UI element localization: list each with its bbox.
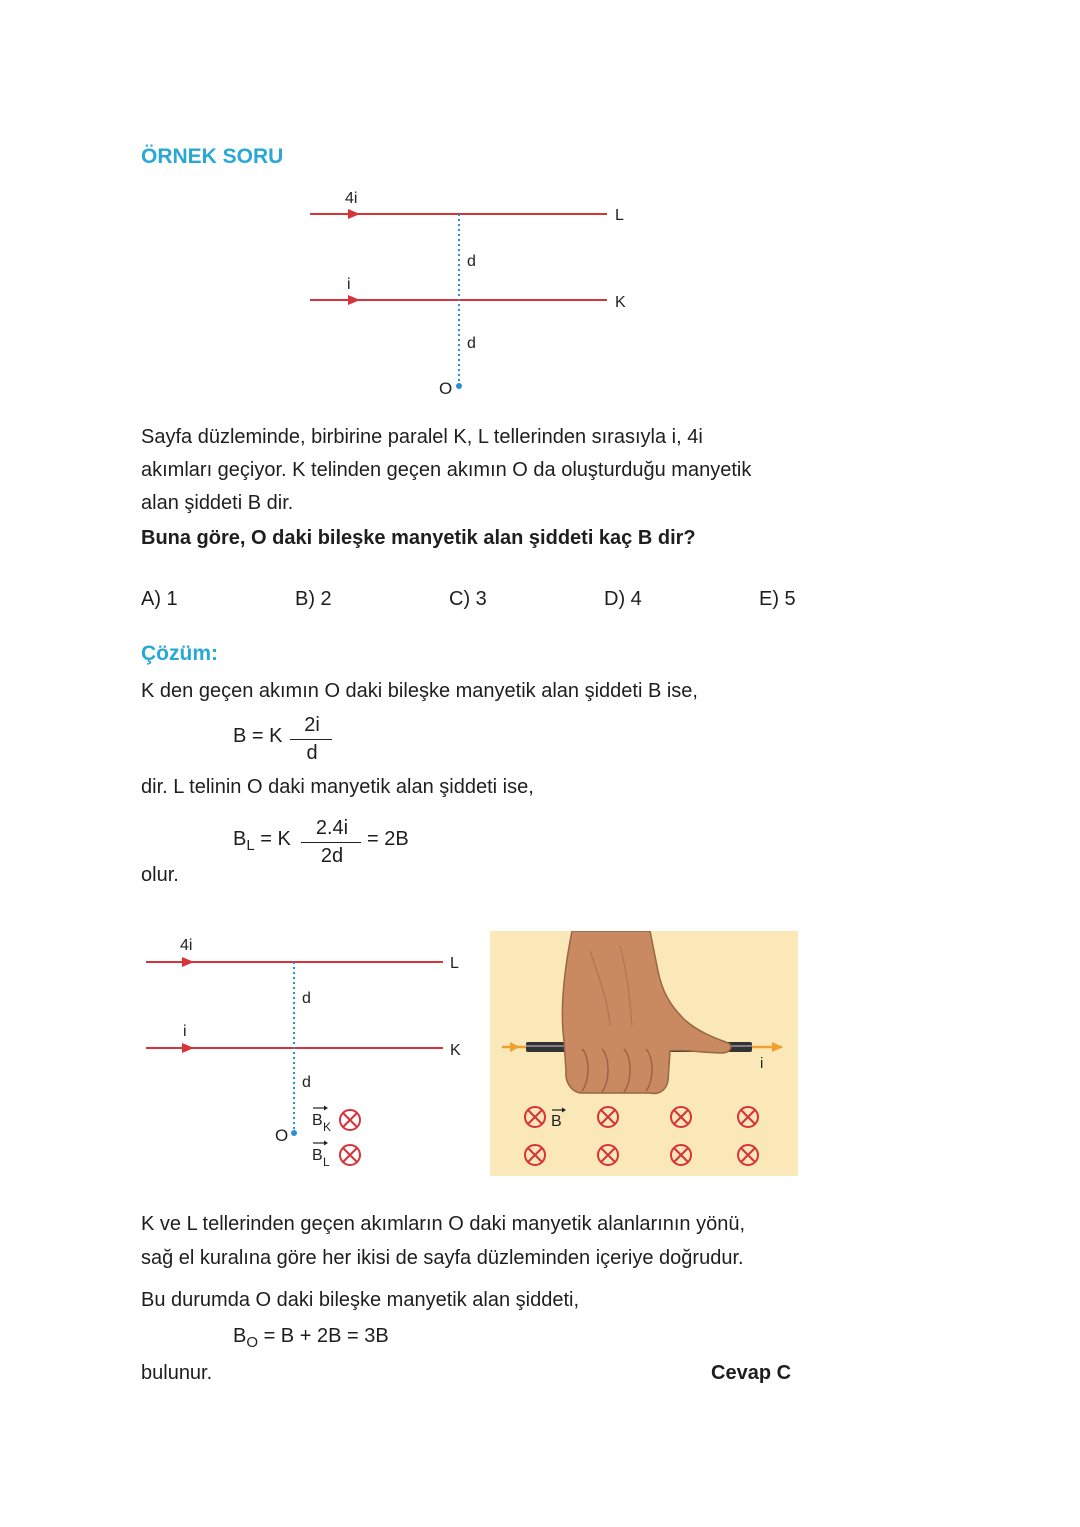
point-label: O — [275, 1126, 289, 1145]
symbol-b: B — [233, 828, 247, 850]
gap-label: d — [467, 253, 476, 270]
explanation-line: sağ el kuralına göre her ikisi de sayfa düzleminden içeriye doğrudur. — [141, 1247, 744, 1269]
result-expression: = B + 2B = 3B — [258, 1325, 389, 1347]
bulunur-text: bulunur. — [141, 1362, 213, 1384]
solution-heading: Çözüm: — [141, 642, 218, 665]
field-bl-letter: B — [312, 1147, 323, 1164]
field-bk-subscript: K — [323, 1120, 332, 1134]
current-label-top: 4i — [345, 190, 358, 207]
hand-field-label: B — [551, 1113, 562, 1130]
fraction-bar — [290, 739, 332, 740]
question-line: alan şiddeti B dir. — [141, 492, 294, 514]
current-label-top: 4i — [180, 937, 193, 954]
option-c: C) 3 — [449, 588, 487, 610]
equals-k: = K — [254, 828, 291, 850]
wire-label-l: L — [615, 207, 624, 224]
subscript-o: O — [246, 1334, 259, 1351]
wire-label-k: K — [450, 1042, 461, 1059]
fraction-denominator: d — [306, 742, 318, 764]
equation-result: = 2B — [367, 828, 409, 850]
option-b: B) 2 — [295, 588, 332, 610]
into-page-icon — [340, 1110, 360, 1130]
example-heading: ÖRNEK SORU — [141, 145, 284, 168]
point-label: O — [439, 379, 453, 398]
result-equation — [233, 1325, 389, 1351]
gap-label: d — [302, 990, 311, 1007]
current-arrow-icon — [348, 295, 360, 305]
point-o-dot — [291, 1130, 297, 1136]
option-a: A) 1 — [141, 588, 178, 610]
question-line: akımları geçiyor. K telinden geçen akımın O da oluşturduğu manyetik — [141, 459, 752, 481]
fraction-numerator: 2.4i — [315, 817, 349, 839]
hand-current-label: i — [760, 1055, 764, 1072]
equation-bl — [233, 828, 291, 854]
right-hand-rule-figure — [490, 931, 798, 1176]
current-label-bottom: i — [183, 1023, 187, 1040]
fraction-numerator: 2i — [304, 714, 320, 736]
field-bk-letter: B — [312, 1112, 323, 1129]
fraction-denominator: 2d — [320, 845, 344, 867]
symbol-b: B — [233, 1325, 247, 1347]
result-intro: Bu durumda O daki bileşke manyetik alan şiddeti, — [141, 1289, 580, 1311]
solution-mid: dir. L telinin O daki manyetik alan şiddeti ise, — [141, 776, 534, 798]
fraction-bar — [301, 842, 361, 843]
point-o-dot — [456, 383, 462, 389]
gap-label: d — [467, 335, 476, 352]
question-line: Sayfa düzleminde, birbirine paralel K, L tellerinden sırasıyla i, 4i — [141, 426, 703, 448]
current-arrow-icon — [182, 957, 194, 967]
equation-b: B = K — [233, 725, 283, 747]
wire-label-l: L — [450, 955, 459, 972]
explanation-line: K ve L tellerinden geçen akımların O daki manyetik alanlarının yönü, — [141, 1213, 746, 1235]
current-arrow-icon — [182, 1043, 194, 1053]
subscript-l: L — [246, 837, 255, 854]
wires-diagram — [300, 180, 660, 400]
current-label-bottom: i — [347, 276, 351, 293]
wire-label-k: K — [615, 294, 626, 311]
explanation-text — [141, 1207, 801, 1275]
question-text — [141, 421, 801, 520]
solution-wires-diagram — [140, 925, 480, 1180]
option-d: D) 4 — [604, 588, 642, 610]
current-arrow-icon — [348, 209, 360, 219]
gap-label: d — [302, 1074, 311, 1091]
into-page-icon — [340, 1145, 360, 1165]
question-prompt: Buna göre, O daki bileşke manyetik alan şiddeti kaç B dir? — [141, 527, 696, 549]
field-bl-subscript: L — [323, 1155, 330, 1169]
option-e: E) 5 — [759, 588, 796, 610]
solution-intro: K den geçen akımın O daki bileşke manyetik alan şiddeti B ise, — [141, 680, 698, 702]
answer-label: Cevap C — [711, 1362, 792, 1384]
olur-text: olur. — [141, 864, 179, 886]
